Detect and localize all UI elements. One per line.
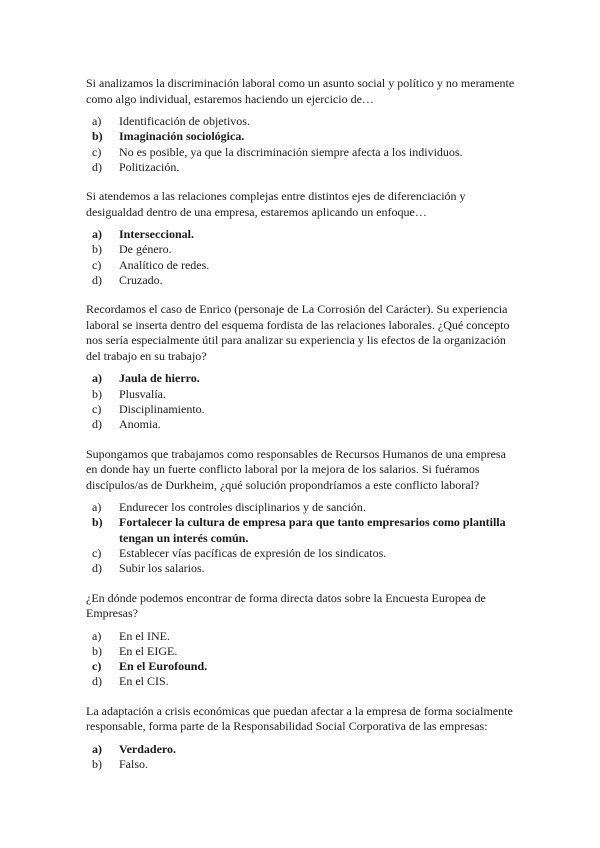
option-text: En el INE.	[119, 628, 170, 643]
question-3	[86, 302, 518, 432]
option-letter: d)	[92, 159, 102, 174]
option-letter: d)	[92, 561, 102, 576]
option-c	[86, 145, 518, 160]
option-text: No es posible, ya que la discriminación siempre afecta a los individuos.	[119, 144, 463, 159]
option-list	[86, 371, 518, 432]
option-text: Imaginación sociológica.	[119, 129, 245, 144]
option-list	[86, 742, 518, 773]
option-c	[86, 546, 518, 561]
question-5	[86, 591, 518, 690]
option-letter: c)	[92, 401, 102, 416]
option-list	[86, 629, 518, 690]
option-text: Interseccional.	[119, 227, 194, 242]
question-1	[86, 76, 518, 175]
question-text: Recordamos el caso de Enrico (personaje de La Corrosión del Carácter). Su experiencia laboral se inserta dentro del esquema fordista de las relaciones laborales. ¿Qué concepto nos sería especialmente útil para analizar su experiencia y lis efectos de la organización del trabajo en su trabajo?	[86, 302, 510, 363]
option-letter: a)	[92, 371, 102, 386]
option-letter: c)	[92, 659, 102, 674]
option-b	[86, 242, 518, 257]
document-page	[86, 76, 518, 786]
option-letter: b)	[92, 757, 102, 772]
option-text: Disciplinamiento.	[119, 401, 205, 416]
option-text: De género.	[119, 242, 172, 257]
option-b	[86, 644, 518, 659]
option-a-correct	[86, 227, 518, 242]
option-letter: d)	[92, 417, 102, 432]
option-letter: a)	[92, 227, 102, 242]
option-text: Endurecer los controles disciplinarios y de sanción.	[119, 500, 366, 515]
question-2	[86, 189, 518, 288]
question-6	[86, 704, 518, 773]
option-text: Politización.	[119, 159, 180, 174]
option-a	[86, 500, 518, 515]
option-text: Analítico de redes.	[119, 257, 210, 272]
option-letter: b)	[92, 242, 102, 257]
question-text: Si atendemos a las relaciones complejas entre distintos ejes de diferenciación y desigualdad dentro de una empresa, estaremos aplicando un enfoque…	[86, 189, 466, 219]
option-letter: c)	[92, 545, 102, 560]
option-a	[86, 114, 518, 129]
option-letter: b)	[92, 386, 102, 401]
option-c-correct	[86, 659, 518, 674]
option-b	[86, 387, 518, 402]
option-list	[86, 227, 518, 288]
option-text: En el EIGE.	[119, 643, 178, 658]
option-letter: d)	[92, 674, 102, 689]
option-text: Subir los salarios.	[119, 561, 205, 576]
option-letter: b)	[92, 515, 103, 530]
option-a	[86, 629, 518, 644]
option-d	[86, 160, 518, 175]
option-letter: b)	[92, 643, 102, 658]
question-4	[86, 447, 518, 577]
option-list	[86, 500, 518, 576]
question-text: La adaptación a crisis económicas que puedan afectar a la empresa de forma socialmente responsable, forma parte de la Responsabilidad Social Corporativa de las empresas:	[86, 703, 513, 734]
option-text: Cruzado.	[119, 273, 163, 288]
option-letter: a)	[92, 628, 102, 643]
option-text: Falso.	[119, 757, 149, 772]
option-d	[86, 561, 518, 576]
question-text: Si analizamos la discriminación laboral como un asunto social y político y no meramente como algo individual, estaremos haciendo un ejercicio de…	[86, 76, 515, 106]
option-c	[86, 258, 518, 273]
option-letter: d)	[92, 273, 102, 288]
option-text: En el Eurofound.	[119, 659, 208, 674]
option-text: Anomia.	[119, 417, 161, 432]
option-text: En el CIS.	[119, 674, 169, 689]
option-d	[86, 674, 518, 689]
option-text: Plusvalía.	[119, 386, 166, 401]
option-b	[86, 757, 518, 772]
question-text: ¿En dónde podemos encontrar de forma directa datos sobre la Encuesta Europea de Empresas?	[86, 590, 486, 621]
option-c	[86, 402, 518, 417]
option-text: Verdadero.	[119, 741, 176, 756]
option-text: Establecer vías pacíficas de expresión de los sindicatos.	[119, 545, 387, 560]
option-text: Identificación de objetivos.	[119, 114, 250, 128]
option-letter: b)	[92, 129, 103, 144]
option-text: Fortalecer la cultura de empresa para que tanto empresarios como plantilla tengan un interés común.	[119, 515, 506, 545]
option-a-correct	[86, 742, 518, 757]
option-d	[86, 273, 518, 288]
option-a-correct	[86, 371, 518, 386]
option-letter: a)	[92, 500, 102, 515]
option-b-correct	[86, 515, 518, 546]
option-letter: c)	[92, 144, 102, 159]
option-letter: a)	[92, 741, 102, 756]
question-text: Supongamos que trabajamos como responsables de Recursos Humanos de una empresa en donde hay un fuerte conflicto laboral por la mejora de los salarios. Si fuéramos discípulos/as de Durkheim, ¿qué solución propondríamos a este conflicto laboral?	[86, 446, 506, 492]
option-text: Jaula de hierro.	[119, 371, 200, 386]
option-list	[86, 114, 518, 175]
option-letter: a)	[92, 114, 102, 128]
option-d	[86, 417, 518, 432]
option-b-correct	[86, 129, 518, 144]
option-letter: c)	[92, 257, 102, 272]
